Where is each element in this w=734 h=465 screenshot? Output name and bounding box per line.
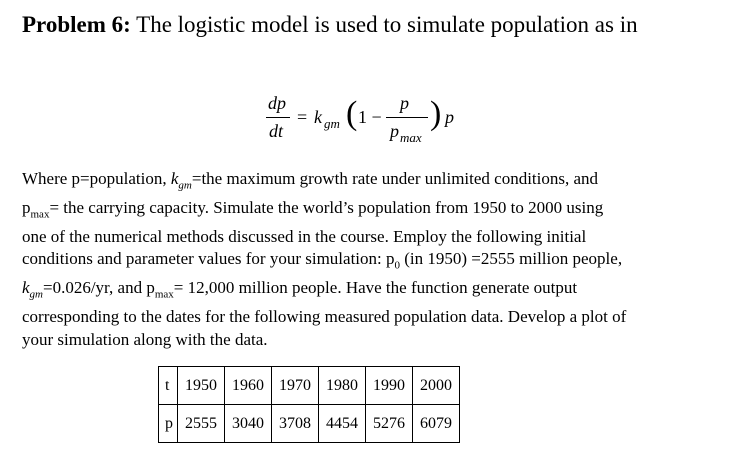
table-cell: 1990 xyxy=(366,367,413,405)
eq-fraction-bar-right xyxy=(386,117,428,118)
description-line-5 xyxy=(22,277,712,306)
row-label-p: p xyxy=(159,405,178,443)
logistic-equation xyxy=(262,90,482,150)
eq-close-paren: ) xyxy=(430,95,442,132)
table-row xyxy=(159,367,460,405)
table-cell: 1980 xyxy=(319,367,366,405)
table-cell: 5276 xyxy=(366,405,413,443)
var-p: p xyxy=(22,197,31,217)
description-line-2 xyxy=(22,197,712,226)
problem-title: The logistic model is used to simulate population as in xyxy=(130,12,638,37)
var-p-subscript: max xyxy=(154,288,174,301)
description-line-6: corresponding to the dates for the following measured population data. Develop a plot of xyxy=(22,307,627,327)
text-segment: =the maximum growth rate under unlimited conditions, and xyxy=(191,169,599,188)
description-line-4 xyxy=(22,248,712,277)
table-cell: 3708 xyxy=(272,405,319,443)
eq-open-paren: ( xyxy=(346,95,358,132)
var-p-subscript: max xyxy=(30,208,50,221)
description-line-1 xyxy=(22,168,712,197)
row-label-t: t xyxy=(159,367,178,405)
description-line-7: your simulation along with the data. xyxy=(22,329,268,349)
description-line-3: one of the numerical methods discussed in the course. Employ the following initial xyxy=(22,226,587,246)
eq-numerator-dp: dp xyxy=(268,93,286,113)
eq-equals: = xyxy=(297,107,308,127)
table-cell: 2555 xyxy=(178,405,225,443)
table-cell: 2000 xyxy=(413,367,460,405)
eq-fraction-bar-left xyxy=(266,117,290,118)
population-data-table xyxy=(158,366,460,443)
eq-denominator-p: p xyxy=(390,121,399,141)
eq-numerator-p: p xyxy=(400,93,409,113)
eq-one-minus: 1 − xyxy=(358,107,382,127)
eq-denominator-max: max xyxy=(400,130,422,145)
eq-k: k xyxy=(314,107,322,127)
problem-description xyxy=(22,168,712,351)
text-segment: (in 1950) =2555 million people, xyxy=(400,249,623,269)
var-k: k xyxy=(22,278,30,298)
var-p-subscript: 0 xyxy=(394,259,400,272)
text-segment: =0.026/yr, and p xyxy=(43,278,155,298)
table-cell: 3040 xyxy=(225,405,272,443)
var-k: k xyxy=(170,169,179,188)
text-segment: = the carrying capacity. Simulate the world’s population from 1950 to 2000 using xyxy=(49,197,604,217)
text-segment: = 12,000 million people. Have the function generate output xyxy=(173,278,578,298)
var-k-subscript: gm xyxy=(29,288,43,301)
table-cell: 1960 xyxy=(225,367,272,405)
table-cell: 1970 xyxy=(272,367,319,405)
table-cell: 1950 xyxy=(178,367,225,405)
text-segment: conditions and parameter values for your simulation: p xyxy=(22,249,395,269)
problem-heading xyxy=(22,10,638,40)
table-cell: 4454 xyxy=(319,405,366,443)
var-k-subscript: gm xyxy=(178,179,192,192)
table-row xyxy=(159,405,460,443)
eq-k-subscript: gm xyxy=(324,116,340,131)
table-cell: 6079 xyxy=(413,405,460,443)
eq-trailing-p: p xyxy=(445,107,454,127)
eq-denominator-dt: dt xyxy=(269,121,284,141)
problem-label: Problem 6: xyxy=(22,12,131,37)
text-segment: Where p=population, xyxy=(22,169,171,188)
